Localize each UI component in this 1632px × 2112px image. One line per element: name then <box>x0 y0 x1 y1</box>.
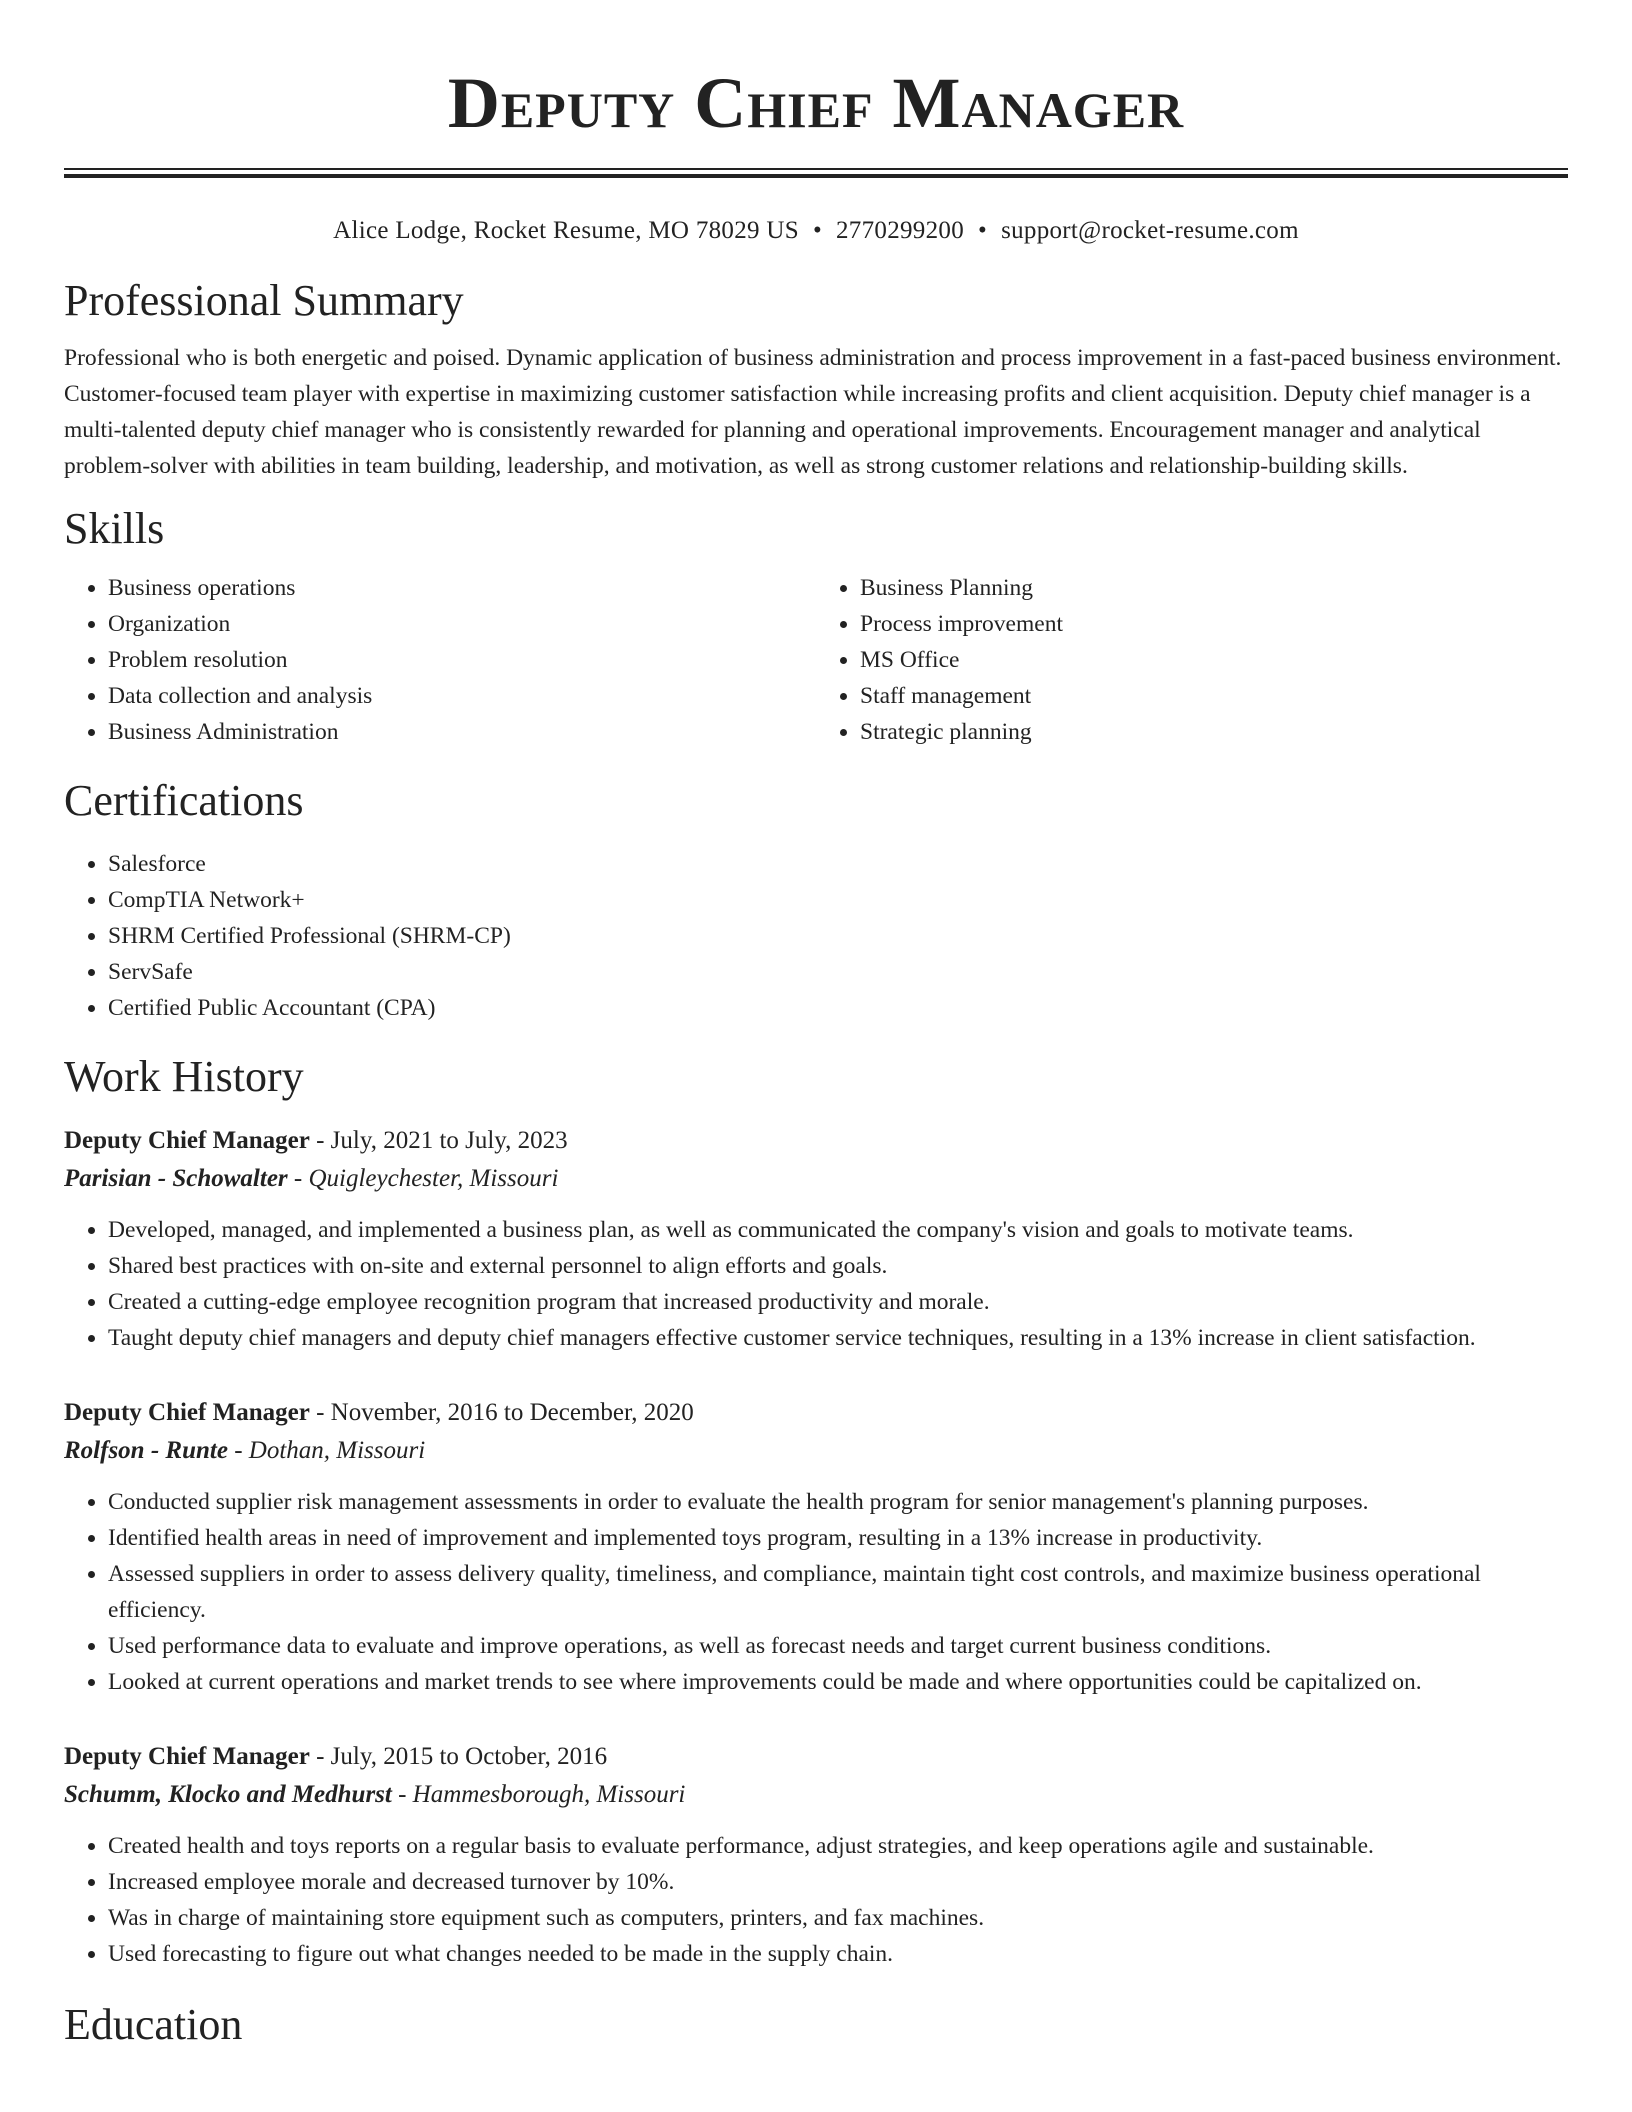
job-bullets <box>64 1212 1568 1356</box>
list-item: • Organization <box>108 606 816 642</box>
job-title-line <box>64 1394 1568 1432</box>
certifications-heading: Certifications <box>64 776 304 825</box>
list-item: • Created a cutting-edge employee recognition program that increased productivity and morale. <box>108 1284 1568 1320</box>
job-location: - Dothan, Missouri <box>227 1437 426 1464</box>
list-item: • Developed, managed, and implemented a business plan, as well as communicated the company's vision and goals to motivate teams. <box>108 1212 1568 1248</box>
job-company-line <box>64 1160 1568 1198</box>
job-entry <box>64 1738 1568 1972</box>
certifications-list <box>64 846 1568 1026</box>
list-item: • ServSafe <box>108 954 1568 990</box>
contact-address: Alice Lodge, Rocket Resume, MO 78029 US <box>333 217 799 244</box>
list-item: • Identified health areas in need of improvement and implemented toys program, resulting in a 13% increase in productivity. <box>108 1520 1568 1556</box>
list-item: • Taught deputy chief managers and deputy chief managers effective customer service techniques, resulting in a 13% increase in client satisfaction. <box>108 1320 1568 1356</box>
list-item: • CompTIA Network+ <box>108 882 1568 918</box>
job-role: Deputy Chief Manager <box>64 1127 310 1154</box>
list-item: • Used forecasting to figure out what changes needed to be made in the supply chain. <box>108 1936 1568 1972</box>
contact-line <box>64 214 1568 248</box>
job-location: - Hammesborough, Missouri <box>391 1781 686 1808</box>
list-item: • Staff management <box>860 678 1568 714</box>
skills-heading: Skills <box>64 504 165 553</box>
job-entry <box>64 1122 1568 1356</box>
list-item: • Business Planning <box>860 570 1568 606</box>
contact-separator: • <box>978 217 988 244</box>
skills-columns <box>64 570 1568 750</box>
job-location: - Quigleychester, Missouri <box>287 1165 559 1192</box>
list-item: • Created health and toys reports on a regular basis to evaluate performance, adjust strategies, and keep operations agile and sustainable. <box>108 1828 1568 1864</box>
job-company-line <box>64 1776 1568 1814</box>
job-bullets <box>64 1484 1568 1700</box>
contact-phone: 2770299200 <box>836 217 964 244</box>
education-section <box>64 1998 1568 2052</box>
education-heading: Education <box>64 2000 243 2049</box>
list-item: • Conducted supplier risk management assessments in order to evaluate the health program for senior management's planning purposes. <box>108 1484 1568 1520</box>
list-item: • Looked at current operations and market trends to see where improvements could be made and where opportunities could be capitalized on. <box>108 1664 1568 1700</box>
job-role: Deputy Chief Manager <box>64 1743 310 1770</box>
list-item: • MS Office <box>860 642 1568 678</box>
list-item: • Business Administration <box>108 714 816 750</box>
work-history-section <box>64 1050 1568 1972</box>
list-item: • Problem resolution <box>108 642 816 678</box>
contact-email: support@rocket-resume.com <box>1001 217 1299 244</box>
job-dates: - July, 2021 to July, 2023 <box>309 1127 568 1154</box>
work-history-heading: Work History <box>64 1052 304 1101</box>
resume-page <box>64 0 1568 2052</box>
job-company: Rolfson - Runte <box>64 1437 228 1464</box>
job-entry <box>64 1394 1568 1700</box>
list-item: • Business operations <box>108 570 816 606</box>
certifications-section <box>64 774 1568 1026</box>
list-item: • Used performance data to evaluate and improve operations, as well as forecast needs and target current business conditions. <box>108 1628 1568 1664</box>
list-item: • Process improvement <box>860 606 1568 642</box>
list-item: • Data collection and analysis <box>108 678 816 714</box>
list-item: • Certified Public Accountant (CPA) <box>108 990 1568 1026</box>
job-company: Parisian - Schowalter <box>64 1165 288 1192</box>
summary-heading: Professional Summary <box>64 276 464 325</box>
job-dates: - November, 2016 to December, 2020 <box>309 1399 694 1426</box>
list-item: • Salesforce <box>108 846 1568 882</box>
job-company: Schumm, Klocko and Medhurst <box>64 1781 392 1808</box>
list-item: • Strategic planning <box>860 714 1568 750</box>
summary-section <box>64 274 1568 484</box>
job-role: Deputy Chief Manager <box>64 1399 310 1426</box>
job-dates: - July, 2015 to October, 2016 <box>309 1743 608 1770</box>
summary-paragraph: Professional who is both energetic and poised. Dynamic application of business administration and process improvement in a fast-paced business environment. Customer-focused team player with expertise in maximizing customer satisfaction while increasing profits and client acquisition. Deputy chief manager is a multi-talented deputy chief manager who is consistently rewarded for planning and operational improvements. Encouragement manager and analytical problem-solver with abilities in team building, leadership, and motivation, as well as strong customer relations and relationship-building skills. <box>64 345 1562 479</box>
skills-list-left <box>64 570 816 750</box>
contact-separator: • <box>812 217 822 244</box>
header-double-rule <box>64 168 1568 178</box>
skills-list-right <box>816 570 1568 750</box>
job-title-line <box>64 1738 1568 1776</box>
job-company-line <box>64 1432 1568 1470</box>
job-bullets <box>64 1828 1568 1972</box>
list-item: • Assessed suppliers in order to assess delivery quality, timeliness, and compliance, maintain tight cost controls, and maximize business operational efficiency. <box>108 1556 1568 1628</box>
list-item: • Increased employee morale and decreased turnover by 10%. <box>108 1864 1568 1900</box>
skills-section <box>64 502 1568 750</box>
resume-name-title: Deputy Chief Manager <box>447 63 1185 143</box>
list-item: • Shared best practices with on-site and external personnel to align efforts and goals. <box>108 1248 1568 1284</box>
list-item: • SHRM Certified Professional (SHRM-CP) <box>108 918 1568 954</box>
job-title-line <box>64 1122 1568 1160</box>
list-item: • Was in charge of maintaining store equipment such as computers, printers, and fax machines. <box>108 1900 1568 1936</box>
